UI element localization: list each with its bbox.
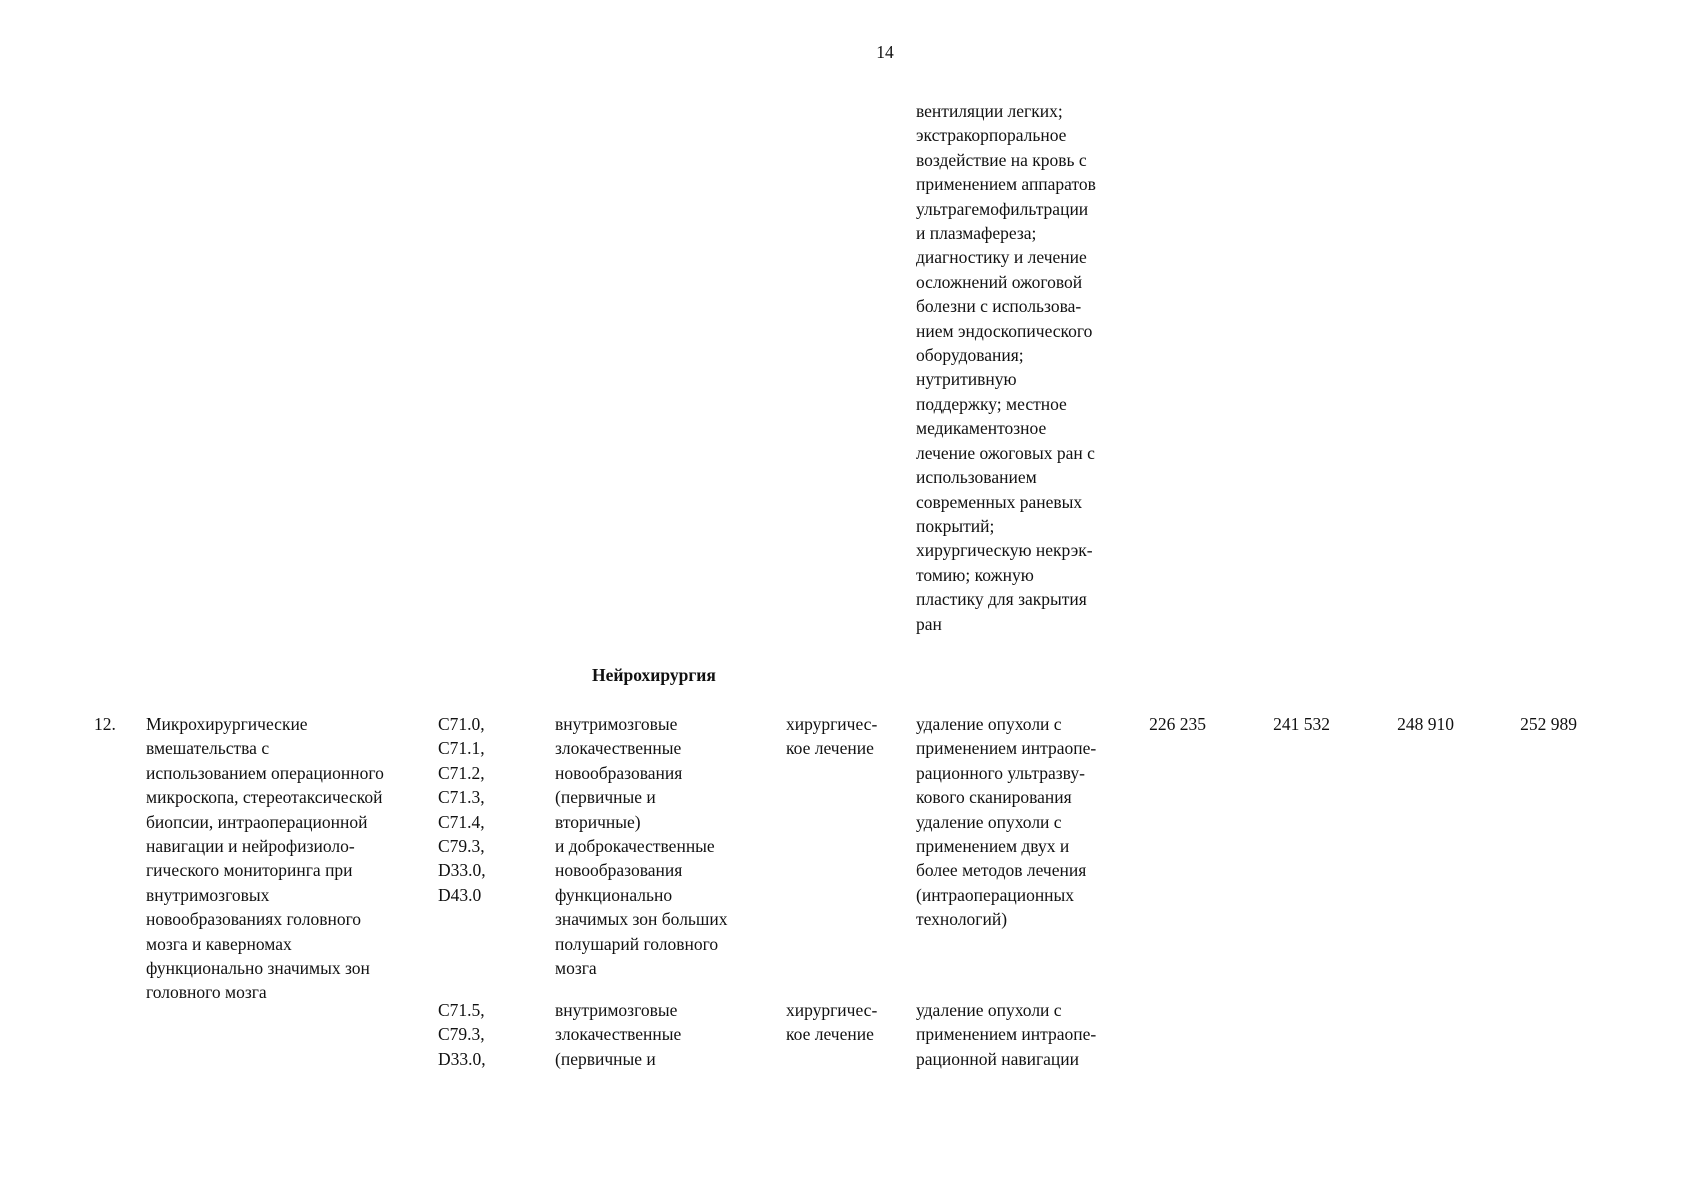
price-2: 241 532: [1273, 714, 1330, 734]
price-4: 252 989: [1520, 714, 1577, 734]
patient-model: внутримозговые злокачественные новообразования (первичные и вторичные) и доброкачественные новообразования функционально значимых зон больших полушарий головного мозга: [555, 714, 728, 979]
price-1: 226 235: [1149, 714, 1206, 734]
treatment-type: хирургичес- кое лечение: [786, 1000, 878, 1045]
page-number: 14: [876, 42, 894, 62]
icd-codes: C71.5, C79.3, D33.0,: [438, 1000, 486, 1069]
icd-codes: C71.0, C71.1, C71.2, C71.3, C71.4, C79.3, D33.0, D43.0: [438, 714, 486, 905]
hmp-name: Микрохирургические вмешательства с использованием операционного микроскопа, стереотаксической биопсии, интраоперационной навигации и нейрофизиоло- гического мониторинга при внутримозговых новообразованиях головного мозга и каверномах функционально значимых зон головного мозга: [146, 714, 384, 1003]
price-3: 248 910: [1397, 714, 1454, 734]
patient-model: внутримозговые злокачественные (первичные и: [555, 1000, 682, 1069]
treatment-method: удаление опухоли с применением интраопе- рационной навигации: [916, 1000, 1097, 1069]
row-number: 12.: [94, 714, 116, 734]
treatment-type: хирургичес- кое лечение: [786, 714, 878, 759]
treatment-method-continuation: вентиляции легких; экстракорпоральное воздействие на кровь с применением аппаратов ультрагемофильтрации и плазмафереза; диагностику и лечение осложнений ожоговой болезни с использова- нием эндоскопического оборудования; нутритивную поддержку; местное медикаментозное лечение ожоговых ран с использованием современных раневых покрытий; хирургическую некрэк- томию; кожную пластику для закрытия ран: [916, 101, 1096, 634]
section-heading: Нейрохирургия: [592, 665, 716, 685]
treatment-method: удаление опухоли с применением интраопе- рационного ультразву- кового сканирования удаление опухоли с применением двух и более методов лечения (интраоперационных технологий): [916, 714, 1097, 930]
